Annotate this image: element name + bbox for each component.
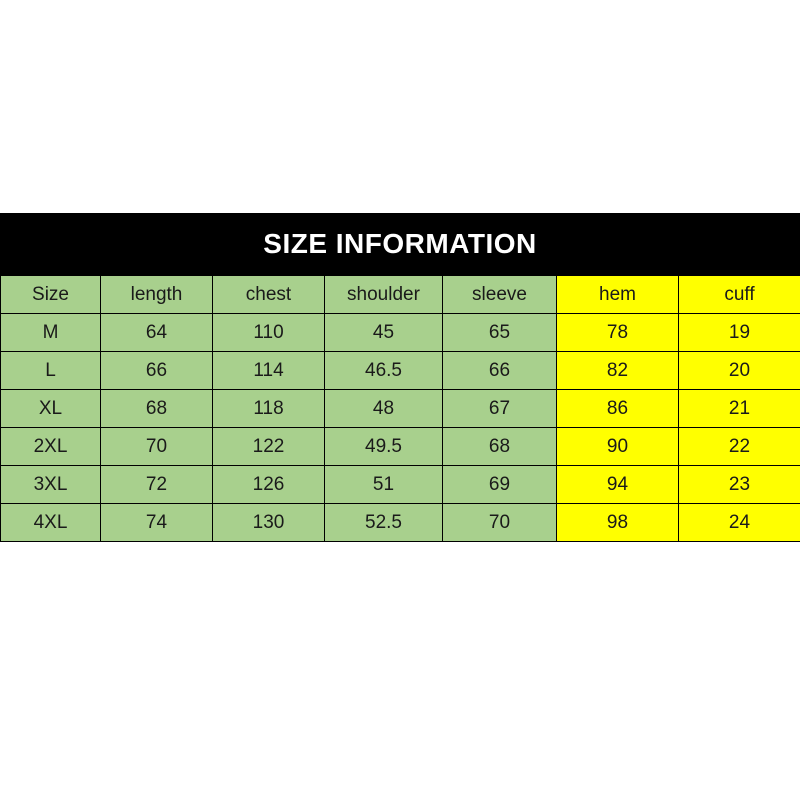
cell-cuff: 24 bbox=[679, 504, 800, 542]
cell-size: L bbox=[1, 352, 101, 390]
cell-shoulder: 51 bbox=[325, 466, 443, 504]
table-header-row bbox=[1, 276, 800, 314]
cell-size: 2XL bbox=[1, 428, 101, 466]
cell-sleeve: 69 bbox=[443, 466, 557, 504]
cell-hem: 98 bbox=[557, 504, 679, 542]
cell-length: 66 bbox=[101, 352, 213, 390]
cell-hem: 86 bbox=[557, 390, 679, 428]
cell-hem: 82 bbox=[557, 352, 679, 390]
table-row bbox=[1, 466, 800, 504]
cell-chest: 122 bbox=[213, 428, 325, 466]
cell-length: 70 bbox=[101, 428, 213, 466]
cell-length: 64 bbox=[101, 314, 213, 352]
column-header-length: length bbox=[101, 276, 213, 314]
table-row bbox=[1, 390, 800, 428]
cell-shoulder: 49.5 bbox=[325, 428, 443, 466]
size-information-table bbox=[0, 213, 800, 542]
cell-chest: 118 bbox=[213, 390, 325, 428]
cell-hem: 94 bbox=[557, 466, 679, 504]
cell-size: XL bbox=[1, 390, 101, 428]
column-header-cuff: cuff bbox=[679, 276, 800, 314]
cell-shoulder: 46.5 bbox=[325, 352, 443, 390]
cell-hem: 90 bbox=[557, 428, 679, 466]
cell-size: 4XL bbox=[1, 504, 101, 542]
cell-shoulder: 48 bbox=[325, 390, 443, 428]
table-row bbox=[1, 314, 800, 352]
column-header-chest: chest bbox=[213, 276, 325, 314]
cell-sleeve: 68 bbox=[443, 428, 557, 466]
cell-sleeve: 65 bbox=[443, 314, 557, 352]
table-row bbox=[1, 352, 800, 390]
cell-length: 68 bbox=[101, 390, 213, 428]
column-header-shoulder: shoulder bbox=[325, 276, 443, 314]
cell-shoulder: 52.5 bbox=[325, 504, 443, 542]
cell-hem: 78 bbox=[557, 314, 679, 352]
cell-cuff: 21 bbox=[679, 390, 800, 428]
size-chart bbox=[0, 275, 800, 542]
cell-cuff: 19 bbox=[679, 314, 800, 352]
cell-chest: 110 bbox=[213, 314, 325, 352]
cell-shoulder: 45 bbox=[325, 314, 443, 352]
cell-size: 3XL bbox=[1, 466, 101, 504]
cell-sleeve: 70 bbox=[443, 504, 557, 542]
cell-sleeve: 67 bbox=[443, 390, 557, 428]
table-row bbox=[1, 504, 800, 542]
cell-chest: 126 bbox=[213, 466, 325, 504]
page-title: SIZE INFORMATION bbox=[263, 228, 537, 259]
cell-length: 74 bbox=[101, 504, 213, 542]
cell-cuff: 20 bbox=[679, 352, 800, 390]
cell-chest: 130 bbox=[213, 504, 325, 542]
table-title-bar bbox=[0, 213, 800, 275]
cell-cuff: 23 bbox=[679, 466, 800, 504]
column-header-sleeve: sleeve bbox=[443, 276, 557, 314]
cell-size: M bbox=[1, 314, 101, 352]
cell-chest: 114 bbox=[213, 352, 325, 390]
column-header-size: Size bbox=[1, 276, 101, 314]
cell-cuff: 22 bbox=[679, 428, 800, 466]
cell-sleeve: 66 bbox=[443, 352, 557, 390]
table-row bbox=[1, 428, 800, 466]
cell-length: 72 bbox=[101, 466, 213, 504]
column-header-hem: hem bbox=[557, 276, 679, 314]
